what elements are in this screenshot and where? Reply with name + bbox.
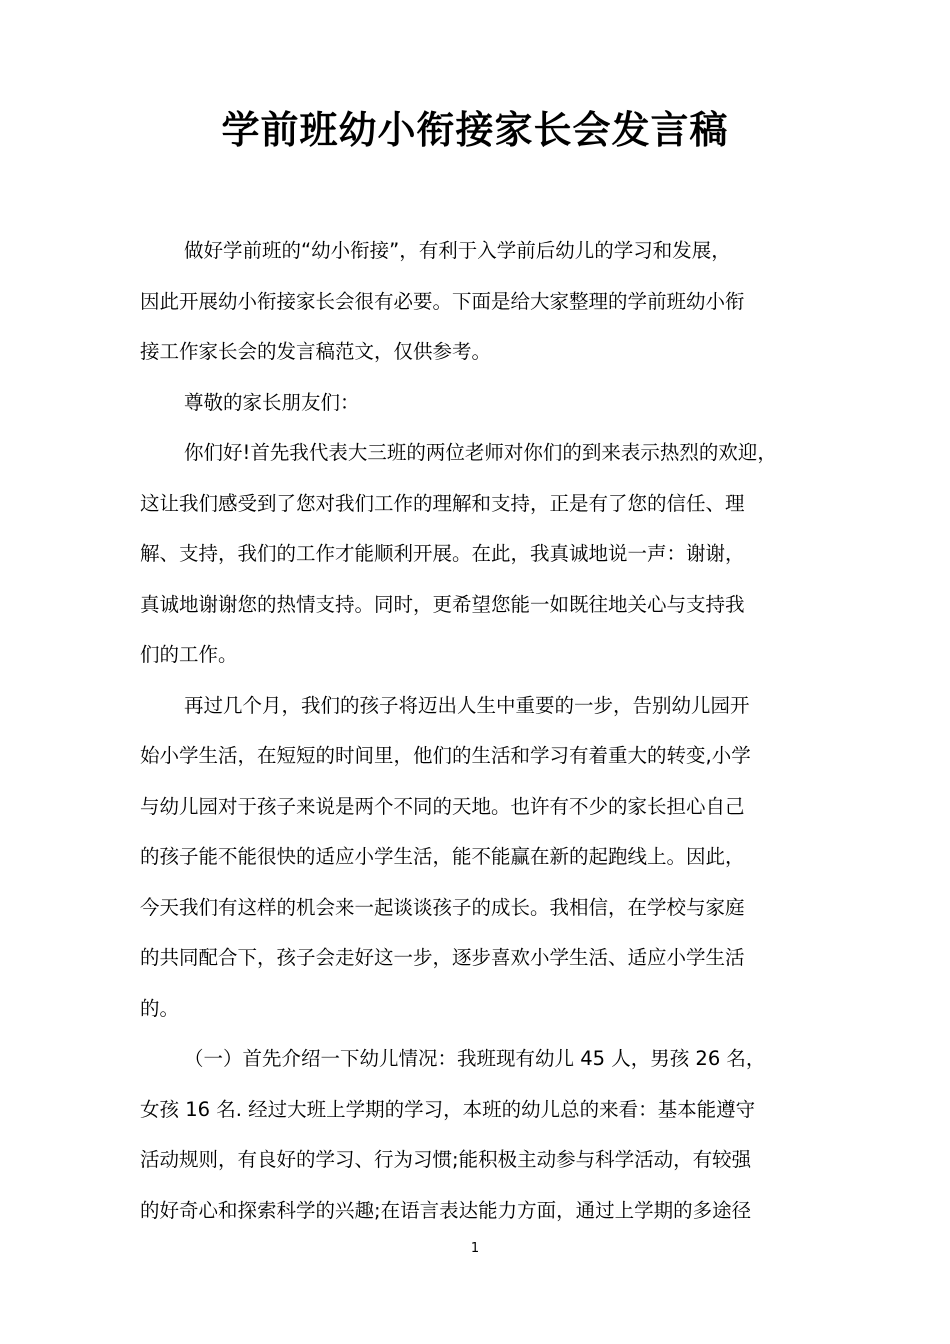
paragraph-intro bbox=[140, 226, 830, 378]
paragraph-greeting bbox=[140, 428, 830, 681]
paragraph-salutation bbox=[140, 378, 830, 429]
text-line: 女孩 16 名. 经过大班上学期的学习，本班的幼儿总的来看：基本能遵守 bbox=[140, 1097, 756, 1121]
text-line: 与幼儿园对于孩子来说是两个不同的天地。也许有不少的家长担心自己 bbox=[140, 794, 745, 818]
text-line: 始小学生活，在短短的时间里，他们的生活和学习有着重大的转变,小学 bbox=[140, 744, 751, 767]
text-line: 再过几个月，我们的孩子将迈出人生中重要的一步，告别幼儿园开 bbox=[184, 693, 750, 717]
text-line: 真诚地谢谢您的热情支持。同时，更希望您能一如既往地关心与支持我 bbox=[140, 592, 745, 616]
document-body bbox=[140, 226, 830, 1236]
text-line: 活动规则，有良好的学习、行为习惯;能积极主动参与科学活动，有较强 bbox=[140, 1148, 752, 1171]
paragraph-transition bbox=[140, 681, 830, 1035]
document-title: 学前班幼小衔接家长会发言稿 bbox=[221, 108, 729, 152]
text-line: 的好奇心和探索科学的兴趣;在语言表达能力方面，通过上学期的多途径 bbox=[140, 1198, 752, 1222]
text-line: 的。 bbox=[140, 996, 180, 1020]
text-line: （一）首先介绍一下幼儿情况：我班现有幼儿 45 人，男孩 26 名， bbox=[184, 1047, 766, 1070]
text-line: 今天我们有这样的机会来一起谈谈孩子的成长。我相信，在学校与家庭 bbox=[140, 895, 745, 919]
text-line: 因此开展幼小衔接家长会很有必要。下面是给大家整理的学前班幼小衔 bbox=[140, 289, 745, 313]
text-line: 的孩子能不能很快的适应小学生活，能不能赢在新的起跑线上。因此， bbox=[140, 845, 745, 868]
page-number: 1 bbox=[470, 1241, 480, 1256]
paragraph-class-info bbox=[140, 1034, 830, 1236]
text-line: 这让我们感受到了您对我们工作的理解和支持，正是有了您的信任、理 bbox=[140, 491, 745, 515]
text-line: 解、支持，我们的工作才能顺利开展。在此，我真诚地说一声：谢谢， bbox=[140, 542, 745, 565]
text-line: 你们好!首先我代表大三班的两位老师对你们的到来表示热烈的欢迎， bbox=[184, 441, 777, 464]
text-line: 尊敬的家长朋友们： bbox=[184, 390, 360, 414]
text-line: 做好学前班的“幼小衔接”，有利于入学前后幼儿的学习和发展， bbox=[184, 239, 731, 262]
text-line: 的共同配合下，孩子会走好这一步，逐步喜欢小学生活、适应小学生活 bbox=[140, 946, 745, 969]
text-line: 们的工作。 bbox=[140, 643, 238, 666]
text-line: 接工作家长会的发言稿范文，仅供参考。 bbox=[140, 340, 492, 363]
